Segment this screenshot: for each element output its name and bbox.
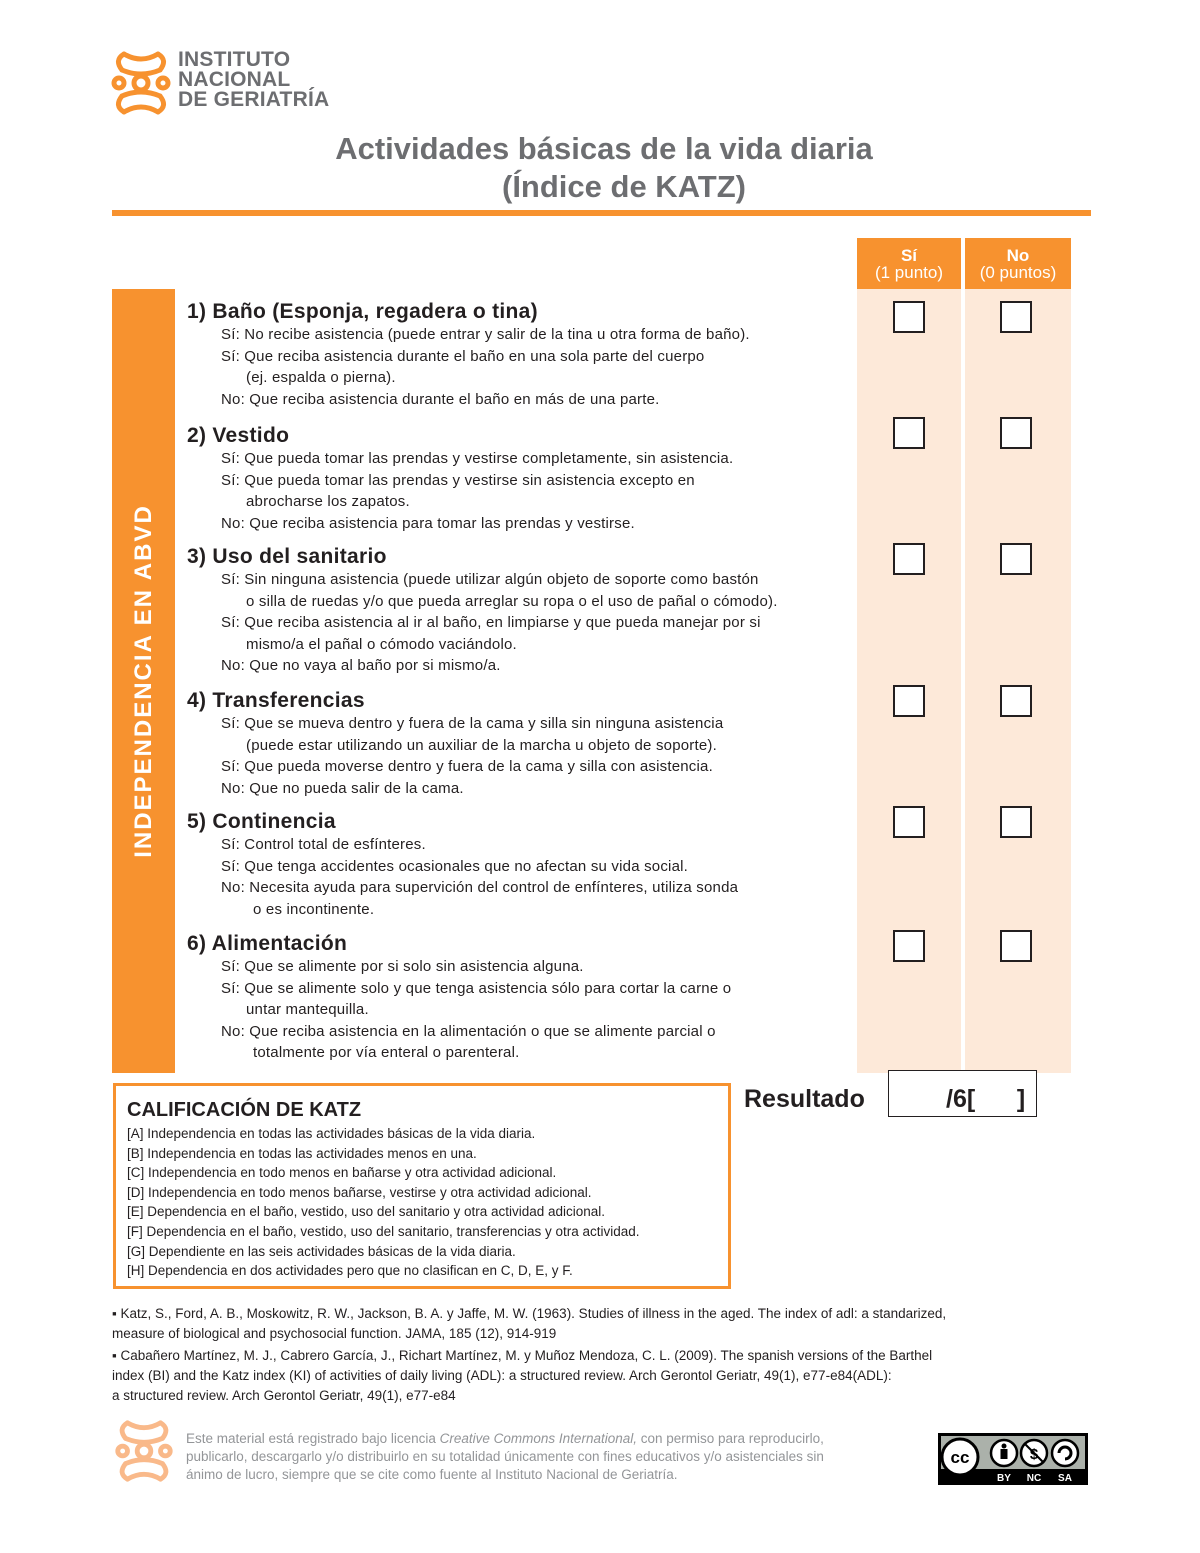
activity-title: 5) Continencia [187, 810, 336, 833]
activity-line: No: Que no vaya al baño por si mismo/a. [221, 657, 501, 674]
page-subtitle: (Índice de KATZ) [502, 169, 746, 204]
activity-line: No: Que reciba asistencia para tomar las prendas y vestirse. [221, 514, 635, 532]
katz-scoring-item: [C] Independencia en todo menos en bañarse y otra actividad adicional. [127, 1165, 557, 1181]
activity-line: Sí: Que se mueva dentro y fuera de la cama y silla sin ninguna asistencia [221, 715, 724, 732]
checkbox-transferencias-si[interactable] [893, 685, 925, 717]
svg-text:cc: cc [950, 1448, 970, 1467]
sidebar-label: INDEPENDENCIA EN ABVD [129, 504, 157, 858]
svg-text:SA: SA [1058, 1473, 1072, 1484]
svg-text:BY: BY [997, 1473, 1011, 1484]
katz-scoring-item: [E] Dependencia en el baño, vestido, uso del sanitario y otra actividad adicional. [127, 1204, 606, 1220]
result-value: /6[ ] [946, 1085, 1026, 1113]
activity-item-bano [187, 300, 867, 410]
katz-scoring-title: CALIFICACIÓN DE KATZ [127, 1099, 362, 1121]
activity-line: totalmente por vía enteral o parenteral. [253, 1044, 520, 1061]
institute-emblem-icon [110, 48, 172, 118]
svg-text:NC: NC [1026, 1473, 1042, 1484]
activity-item-transferencias [187, 689, 867, 799]
katz-scoring-item: [B] Independencia en todas las actividades menos en una. [127, 1145, 477, 1161]
katz-scoring-item: [A] Independencia en todas las actividades básicas de la vida diaria. [127, 1126, 536, 1141]
activity-item-sanitario [187, 545, 867, 677]
katz-scoring-item: [D] Independencia en todo menos bañarse, vestirse y otra actividad adicional. [127, 1184, 592, 1200]
checkbox-continencia-no[interactable] [1000, 806, 1032, 838]
katz-scoring-item: [F] Dependencia en el baño, vestido, uso del sanitario, transferencias y otra actividad. [127, 1223, 640, 1239]
checkbox-vestido-no[interactable] [1000, 417, 1032, 449]
activity-line: Sí: Que tenga accidentes ocasionales que no afectan su vida social. [221, 857, 689, 875]
katz-scoring-item: [H] Dependencia en dos actividades pero que no clasifican en C, D, E, y F. [127, 1263, 573, 1279]
si-column-points: (1 punto) [874, 263, 944, 282]
activity-line: Sí: Que pueda tomar las prendas y vestirse completamente, sin asistencia. [221, 450, 734, 467]
activity-line: o es incontinente. [253, 900, 375, 918]
activity-line: Sí: Que reciba asistencia durante el baño en una sola parte del cuerpo [221, 347, 705, 365]
activity-line: untar mantequilla. [246, 1001, 369, 1018]
footer-emblem-icon [112, 1417, 176, 1485]
si-column-label: Sí [900, 246, 918, 265]
checkbox-alimentacion-si[interactable] [893, 930, 925, 962]
activity-item-alimentacion [187, 932, 867, 1064]
si-column-header [857, 238, 961, 289]
activity-title: 6) Alimentación [187, 932, 348, 955]
katz-scoring-item: [G] Dependiente en las seis actividades básicas de la vida diaria. [127, 1243, 516, 1259]
checkbox-alimentacion-no[interactable] [1000, 930, 1032, 962]
activity-item-vestido [187, 424, 867, 534]
activity-line: Sí: Sin ninguna asistencia (puede utilizar algún objeto de soporte como bastón [221, 571, 759, 588]
references [112, 1304, 1092, 1408]
reference-entry: ▪ Cabañero Martínez, M. J., Cabrero García, J., Richart Martínez, M. y Muñoz Mendoza, C. L. (2009). The spanish versions of the Barthel index (BI) and the Katz index (KI) of activities of daily living (ADL): a structured review. Arch Gerontol Geriatr, 49(1), e77-e84(ADL): a structured review. Arch Gerontol Geriatr, 49(1), e77-e84 [112, 1348, 933, 1403]
checkbox-continencia-si[interactable] [893, 806, 925, 838]
no-column-header [965, 238, 1071, 289]
license-notice: Este material está registrado bajo licencia Creative Commons International, con permiso para reproducirlo, publicarlo, descargarlo y/o distribuirlo en su totalidad únicamente con fines educativos y/o asistenciales sin ánimo de lucro, siempre que se cite como fuente al Instituto Nacional de Geriatría. [186, 1431, 824, 1482]
activity-line: mismo/a el pañal o cómodo vaciándolo. [246, 635, 517, 653]
activity-line: Sí: Que reciba asistencia al ir al baño, en limpiarse y que pueda manejar por si [221, 614, 761, 631]
institute-name: INSTITUTO NACIONAL DE GERIATRÍA [178, 48, 330, 111]
katz-scoring-box [113, 1083, 731, 1289]
activity-item-continencia [187, 810, 867, 920]
activity-line: Sí: Que se alimente solo y que tenga asistencia sólo para cortar la carne o [221, 979, 732, 997]
activity-title: 1) Baño (Esponja, regadera o tina) [187, 300, 538, 323]
activity-line: abrocharse los zapatos. [246, 493, 410, 510]
activity-line: Sí: Control total de esfínteres. [221, 836, 426, 853]
activity-title: 2) Vestido [187, 424, 290, 447]
activity-line: (ej. espalda o pierna). [246, 369, 396, 386]
activity-title: 4) Transferencias [187, 689, 365, 712]
checkbox-sanitario-si[interactable] [893, 543, 925, 575]
activity-line: No: Que reciba asistencia durante el baño en más de una parte. [221, 390, 660, 408]
no-column-points: (0 puntos) [979, 263, 1057, 282]
result-label: Resultado [744, 1085, 865, 1113]
activity-line: Sí: Que pueda moverse dentro y fuera de la cama y silla con asistencia. [221, 758, 713, 775]
institute-logo [110, 48, 340, 120]
checkbox-transferencias-no[interactable] [1000, 685, 1032, 717]
activity-line: No: Necesita ayuda para supervición del control de enfínteres, utiliza sonda [221, 879, 739, 896]
checkbox-bano-si[interactable] [893, 301, 925, 333]
activity-title: 3) Uso del sanitario [187, 545, 387, 568]
activity-line: Sí: Que pueda tomar las prendas y vestirse sin asistencia excepto en [221, 471, 695, 489]
svg-text:$: $ [1029, 1446, 1039, 1463]
activity-line: Sí: No recibe asistencia (puede entrar y salir de la tina u otra forma de baño). [221, 326, 750, 343]
activity-line: o silla de ruedas y/o que pueda arreglar su ropa o el uso de pañal o cómodo). [246, 592, 778, 610]
activity-line: (puede estar utilizando un auxiliar de la marcha u objeto de soporte). [246, 736, 717, 754]
activity-line: No: Que no pueda salir de la cama. [221, 779, 464, 797]
no-column-label: No [1006, 246, 1030, 265]
checkbox-sanitario-no[interactable] [1000, 543, 1032, 575]
title-divider [112, 210, 1091, 216]
creative-commons-badge-icon [938, 1433, 1088, 1485]
activity-line: Sí: Que se alimente por si solo sin asistencia alguna. [221, 958, 584, 975]
page-title: Actividades básicas de la vida diaria [335, 131, 873, 166]
checkbox-vestido-si[interactable] [893, 417, 925, 449]
activity-line: No: Que reciba asistencia en la alimentación o que se alimente parcial o [221, 1022, 716, 1040]
checkbox-bano-no[interactable] [1000, 301, 1032, 333]
reference-entry: ▪ Katz, S., Ford, A. B., Moskowitz, R. W., Jackson, B. A. y Jaffe, M. W. (1963). Studies of illness in the aged. The index of adl: a standarized, measure of biological and psychosocial function. JAMA, 185 (12), 914-919 [112, 1306, 947, 1341]
